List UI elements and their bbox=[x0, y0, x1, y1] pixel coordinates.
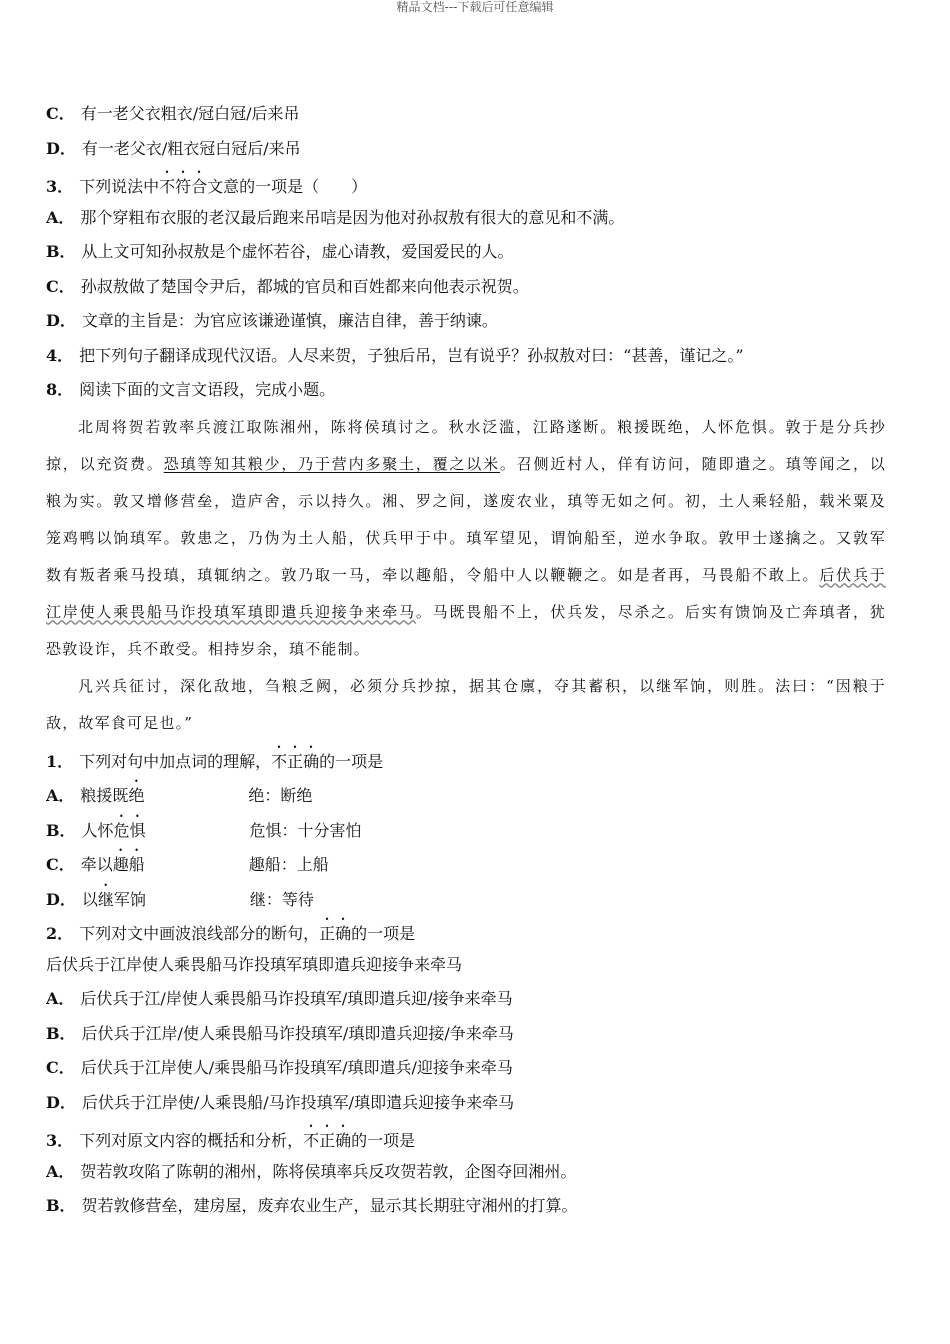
passage-line: 凡兴兵征讨，深化敌地，刍粮乏阙，必须分兵抄掠，据其仓廪，夺其蓄积，以继军饷，则胜。法曰：“因粮于 bbox=[78, 676, 886, 695]
question-4: 4． 把下列句子翻译成现代汉语。人尽来贺，子独后吊，岂有说乎？孙叔敖对曰：“甚善，谨记之。” bbox=[46, 345, 744, 365]
passage-line: 笼鸡鸭以饷瑱军。敦患之，乃伪为土人船，伏兵甲于中。瑱军望见，谓饷船至，逆水争取。敦甲士遂擒之。又敦军 bbox=[46, 528, 886, 547]
classical-passage bbox=[46, 410, 886, 743]
emphasis-text: 正确 bbox=[319, 924, 352, 943]
subquestion-2-stem: 后伏兵于江岸使人乘畏船马诈投瑱军瑱即遣兵迎接争来牵马 bbox=[46, 954, 463, 974]
subquestion-2-option-b: B． 后伏兵于江岸/使人乘畏船马诈投瑱军/瑱即遣兵迎接/争来牵马 bbox=[46, 1023, 514, 1043]
question-3: 3． 下列说法中不符合文意的一项是（ ） bbox=[46, 177, 368, 196]
subquestion-1-option-c: C． 牵以趣船 趣船：上船 bbox=[46, 855, 329, 874]
subquestion-2: 2． 下列对文中画波浪线部分的断句，正确的一项是 bbox=[46, 924, 416, 943]
subquestion-3: 3． 下列对原文内容的概括和分析，不正确的一项是 bbox=[46, 1131, 416, 1150]
subquestion-2-option-c: C． 后伏兵于江岸使人/乘畏船马诈投瑱军/瑱即遣兵/迎接争来牵马 bbox=[46, 1058, 513, 1077]
passage-line: 恐敦设诈，兵不敢受。相持岁余，瑱不能制。 bbox=[46, 639, 371, 658]
subquestion-1-option-b: B． 人怀危惧 危惧：十分害怕 bbox=[46, 820, 362, 840]
subquestion-2-option-a: A． 后伏兵于江/岸使人乘畏船马诈投瑱军/瑱即遣兵迎/接争来牵马 bbox=[46, 989, 513, 1008]
emphasis-text: 不正确 bbox=[303, 1131, 352, 1150]
option-c: C． 有一老父衣粗衣/冠白冠/后来吊 bbox=[46, 104, 300, 123]
option-d: D． 有一老父衣/粗衣冠白冠后/来吊 bbox=[46, 138, 301, 158]
subquestion-1-option-a: A． 粮援既绝 绝：断绝 bbox=[46, 786, 313, 805]
passage-line: 数有叛者乘马投瑱，瑱辄纳之。敦乃取一马，牵以趣船，令船中人以鞭鞭之。如是者再，马畏船不敢上。后伏兵于 bbox=[46, 565, 886, 584]
page-header: 精品文档---下载后可任意编辑 bbox=[396, 0, 554, 14]
wavy-underlined-text: 后伏兵于 bbox=[819, 565, 886, 584]
subquestion-1: 1． 下列对句中加点词的理解，不正确的一项是 bbox=[46, 751, 384, 771]
document-body bbox=[46, 99, 886, 1226]
passage-line: 江岸使人乘畏船马诈投瑱军瑱即遣兵迎接争来牵马。马既畏船不上，伏兵发，尽杀之。后实有馈饷及亡奔瑱者，犹 bbox=[46, 602, 886, 621]
question-3-option-c: C． 孙叔敖做了楚国令尹后，都城的官员和百姓都来向他表示祝贺。 bbox=[46, 276, 529, 296]
passage-line: 粮为实。敦又增修营垒，造庐舍，示以持久。湘、罗之间，遂废农业，瑱等无如之何。初，土人乘轻船，载米粟及 bbox=[46, 491, 886, 510]
passage-line: 掠，以充资费。恐瑱等知其粮少，乃于营内多聚土，覆之以米。召侧近村人，佯有访问，随即遣之。瑱等闻之，以 bbox=[46, 454, 886, 473]
question-3-option-a: A． 那个穿粗布衣服的老汉最后跑来吊唁是因为他对孙叔敖有很大的意见和不满。 bbox=[46, 207, 625, 227]
subquestion-3-option-b: B． 贺若敦修营垒，建房屋，废弃农业生产，显示其长期驻守湘州的打算。 bbox=[46, 1196, 578, 1215]
subquestion-3-option-a: A． 贺若敦攻陷了陈朝的湘州，陈将侯瑱率兵反攻贺若敦，企图夺回湘州。 bbox=[46, 1161, 577, 1181]
wavy-underlined-text: 江岸使人乘畏船马诈投瑱军瑱即遣兵迎接争来牵马 bbox=[46, 602, 416, 621]
question-3-option-d: D． 文章的主旨是：为官应该谦逊谨慎，廉洁自律，善于纳谏。 bbox=[46, 311, 498, 330]
passage-line: 敌，故军食可足也。” bbox=[46, 713, 194, 732]
underlined-sentence: 恐瑱等知其粮少，乃于营内多聚土，覆之以米 bbox=[163, 454, 500, 473]
emphasis-text: 不正确 bbox=[271, 751, 320, 771]
subquestion-2-option-d: D． 后伏兵于江岸使/人乘畏船/马诈投瑱军/瑱即遣兵迎接争来牵马 bbox=[46, 1092, 515, 1112]
subquestion-1-option-d: D． 以继军饷 继：等待 bbox=[46, 889, 314, 909]
question-3-option-b: B． 从上文可知孙叔敖是个虚怀若谷，虚心请教，爱国爱民的人。 bbox=[46, 242, 514, 261]
emphasis-text: 不符合 bbox=[159, 177, 208, 196]
passage-line: 北周将贺若敦率兵渡江取陈湘州，陈将侯瑱讨之。秋水泛滥，江路遂断。粮援既绝，人怀危惧。敦于是分兵抄 bbox=[78, 417, 886, 436]
question-8-heading: 8． 阅读下面的文言文语段，完成小题。 bbox=[46, 380, 336, 399]
